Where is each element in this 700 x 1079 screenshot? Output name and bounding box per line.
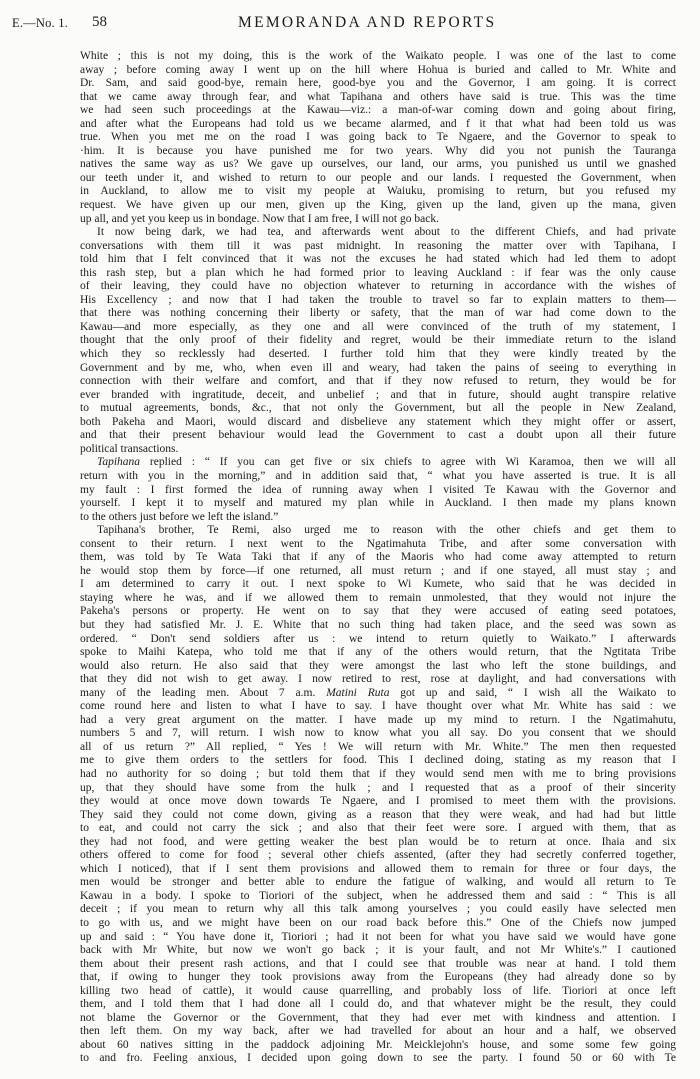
- text-line: thought that the only proof of their fidelity and regret, would be their immediate return to the island: [80, 334, 676, 347]
- text-line: to go with us, and we might have been on our road back before this.” One of the Chiefs now jumped: [80, 917, 676, 929]
- text-line: that, if owing to hunger they took provisions away from the Europeans (they had already done so by: [80, 971, 676, 984]
- text-line: and after what the Europeans had told us we became alarmed, and f it that what had been told us was: [80, 117, 676, 130]
- text-line: ·him. It is because you have punished me for two years. Why did you not punish the Tauranga: [80, 144, 676, 157]
- text-line: Tapihana replied : “ If you can get five or six chiefs to agree with Wi Karamoa, then we will all: [97, 456, 676, 469]
- text-line: consent to their return. I next went to the Ngatimahuta Tribe, and after some conversation with: [80, 537, 676, 550]
- italic-name: Matini Ruta: [326, 686, 390, 699]
- text-line: up, that they should have some from the hulk ; and I requested that as a proof of their sincerity: [80, 781, 676, 794]
- text-line: would also return. He also said that they were amongst the last who left the stone buildings, and: [80, 659, 676, 672]
- text-line: ordered. “ Don't send soldiers after us : we intend to return quietly to Waikato.” I afterwards: [80, 632, 676, 645]
- text-line: Kawau in a body. I spoke to Tioriori of the subject, when he addressed them and said : “ This is all: [80, 889, 676, 902]
- text-line: His Excellency ; and now that I had taken the trouble to travel so far to explain matters to them—: [80, 293, 676, 306]
- text-line: up all, and yet you keep us in bondage. Now that I am free, I will not go back.: [80, 212, 439, 225]
- text-line: Kawau—and more especially, as they one and all were convinced of the truth of my statement, I: [80, 320, 676, 333]
- page-number: 58: [92, 14, 107, 30]
- text-line: conversations with them till it was past midnight. In reasoning the matter over with Tapihana, I: [80, 239, 676, 252]
- text-line: both Pakeha and Maori, would discard and disbelieve any statement which they might offer or assert,: [80, 415, 676, 428]
- text-line: political transactions.: [80, 442, 179, 455]
- text-line: yourself. I kept it to myself and matured my plan while in Auckland. I then made my plans known: [80, 497, 676, 510]
- text-line: return with you in the morning,” and in addition said that, “ what you have asserted is true. It is all: [80, 469, 676, 482]
- text-line: others offered to come for food ; several other chiefs assented, (after they had secretly conferred together,: [80, 849, 676, 862]
- text-line: spoke to Maihi Katepa, who told me that if any of the others would return, that the Ngtitata Tribe: [80, 646, 676, 659]
- text-line: but they had satisfied Mr. J. E. White that no such thing had taken place, and the seed was sown as: [80, 618, 676, 631]
- text-line: back with Mr White, but now we won't go back ; it is your fault, and not Mr White's.” I cautioned: [80, 944, 676, 957]
- text-line: which I noticed), that if I sent them provisions and allowed them to remain for three or four days, the: [80, 862, 676, 875]
- text-line: them, and I told them that I had done all I could do, and that whatever might be the result, they could: [80, 998, 676, 1011]
- text-line: of their leaving, they could have no objection whatever to returning in accordance with the wishes of: [80, 280, 676, 293]
- text-line: them, was told by Te Wata Taki that if any of the Maoris who had come away attempted to return: [80, 551, 676, 564]
- text-line: Government and by me, who, when even ill and weary, had taken the pains of seeing to everything in: [80, 361, 676, 374]
- text-line: deceit ; if you mean to return why all this talk among yourselves ; you could easily have selected men: [80, 903, 676, 916]
- text-line: then left them. On my way back, after we had travelled for about an hour and a half, we observed: [80, 1025, 676, 1038]
- text-line: staying where he was, and if we allowed them to remain unmolested, that they would not injure the: [80, 591, 676, 604]
- text-line: that there was nothing concerning their liberty or safety, that the man of war had come down to the: [80, 307, 676, 320]
- text-line: that they did not wish to get away. I now retired to rest, rose at daylight, and had conversations with: [80, 673, 676, 686]
- text-line: to eat, and could not carry the sick ; and also that their feet were sore. I argued with them, that as: [80, 822, 676, 835]
- text-line: them about their present rash actions, and that I could see that trouble was near at hand. I told them: [80, 957, 676, 970]
- text-line: White ; this is not my doing, this is the work of the Waikato people. I was one of the last to come: [80, 50, 676, 62]
- text-line: about 60 natives sitting in the paddock adjoining Mr. Meicklejohn's house, and some some few going: [80, 1038, 676, 1051]
- text-line: my fault : I first formed the idea of running away when I visited Te Kawau with the Governor and: [80, 483, 676, 496]
- text-line: me to give them orders to the settlers for food. This I declined doing, stating as my reason that I: [80, 754, 676, 767]
- text-line: in Auckland, to allow me to visit my people at Waiuku, promising to return, but you refused my: [80, 185, 676, 198]
- text-line: they would at once move down towards Te Ngaere, and I promised to meet them with the provisions.: [80, 795, 676, 808]
- report-reference: E.—No. 1.: [12, 16, 68, 30]
- text-line: our teeth under it, and wished to return to our people and our lands. I requested the Government, when: [80, 171, 676, 184]
- text-line: I am determined to carry it out. I next spoke to Wi Kumete, who said that he was decided in: [80, 578, 676, 591]
- text-line: true. When you met me on the road I was going back to Te Ngaere, and the Governor to speak to: [80, 131, 676, 144]
- text-line: come round here and listen to what I have to say. I have thought over what Mr. White has said : we: [80, 700, 676, 713]
- italic-name: Tapihana: [97, 456, 141, 469]
- text-line: killing two head of cattle), it would cause quarrelling, and probably loss of life. Tioriori at once left: [80, 984, 676, 997]
- text-line: that we came away through fear, and what Tapihana and others have said is true. This was the time: [80, 90, 676, 103]
- text-line: many of the leading men. About 7 a.m. Matini Ruta got up and said, “ I wish all the Waikato to: [80, 686, 676, 699]
- body-text: [80, 50, 676, 1070]
- text-line: Tapihana's brother, Te Remi, also urged me to reason with the other chiefs and get them to: [97, 524, 676, 537]
- text-line: told him that I felt convinced that it was not the excuses he had stated which had led them to adopt: [80, 253, 676, 266]
- text-line: and that their present behaviour would lead the Government to cast a doubt upon all their future: [80, 429, 676, 442]
- text-line: connection with their welfare and comfort, and that if they now refused to return, they would be for: [80, 375, 676, 388]
- text-line: They said they could not come down, giving as a reason that they were weak, and had had but little: [80, 808, 676, 821]
- text-line: to mutual agreements, bonds, &c., that not only the Government, but all the people in New Zealand,: [80, 402, 676, 415]
- text-line: had a very great argument on the matter. I have made up my mind to return. I the Ngatimahutu,: [80, 713, 676, 726]
- text-line: this rash step, but a plan which he had formed prior to leaving Auckland : if fear was the only cause: [80, 266, 676, 279]
- text-line: to the others just before we left the island.”: [80, 510, 279, 523]
- text-line: which they so recklessly had deserted. I further told him that they were kindly treated by the: [80, 348, 676, 361]
- text-line: away ; before coming away I went up on the hill where Hohua is buried and called to Mr. White and: [80, 63, 676, 76]
- text-line: men would be stronger and better able to endure the fatigue of walking, and would all return to Te: [80, 876, 676, 889]
- text-line: Dr. Sam, and said good-bye, remain here, good-bye you and the Governor, I am going. It is correct: [80, 77, 676, 90]
- text-line: Pakeha's persons or property. He went on to say that they were accused of eating seed potatoes,: [80, 605, 676, 618]
- text-line: all of us return ?” All replied, “ Yes ! We will return with Mr. White.” The men then requested: [80, 740, 676, 753]
- text-line: had no authority for so doing ; but told them that if they would send men with me to bring provisions: [80, 767, 676, 780]
- text-line: he would stop them by force—if one returned, all must return ; and if one stayed, all must stay ; and: [80, 564, 676, 577]
- text-line: It now being dark, we had tea, and afterwards went about to the different Chiefs, and had private: [97, 226, 676, 239]
- text-line: up and said : “ You have done it, Tioriori ; had it not been for what you have said we would have gone: [80, 930, 676, 943]
- text-line: request. We have given up our men, given up the King, given up the land, given up the mana, given: [80, 199, 676, 212]
- running-title: MEMORANDA AND REPORTS: [238, 14, 497, 31]
- text-line: to and fro. Feeling anxious, I decided upon going down to see the party. I found 50 or 60 with Te: [80, 1052, 676, 1065]
- text-line: ever branded with ingratitude, deceit, and unbelief ; and that in future, should aught transpire relative: [80, 388, 676, 401]
- text-line: they had not food, and were getting weaker the best plan would be to return at once. Ihaia and six: [80, 835, 676, 848]
- text-line: natives the same way as us? We gave up ourselves, our land, our arms, you punished us until we gnashed: [80, 158, 676, 171]
- text-line: numbers 5 and 7, will return. I wish now to know what you all say. Do you consent that we should: [80, 727, 676, 740]
- text-line: we had seen such proceedings at the Kawau—viz.: a man-of-war coming down and going about firing,: [80, 104, 676, 117]
- text-line: not blame the Governor or the Government, that they had ever met with kindness and attention. I: [80, 1011, 676, 1024]
- page-header: [8, 14, 692, 36]
